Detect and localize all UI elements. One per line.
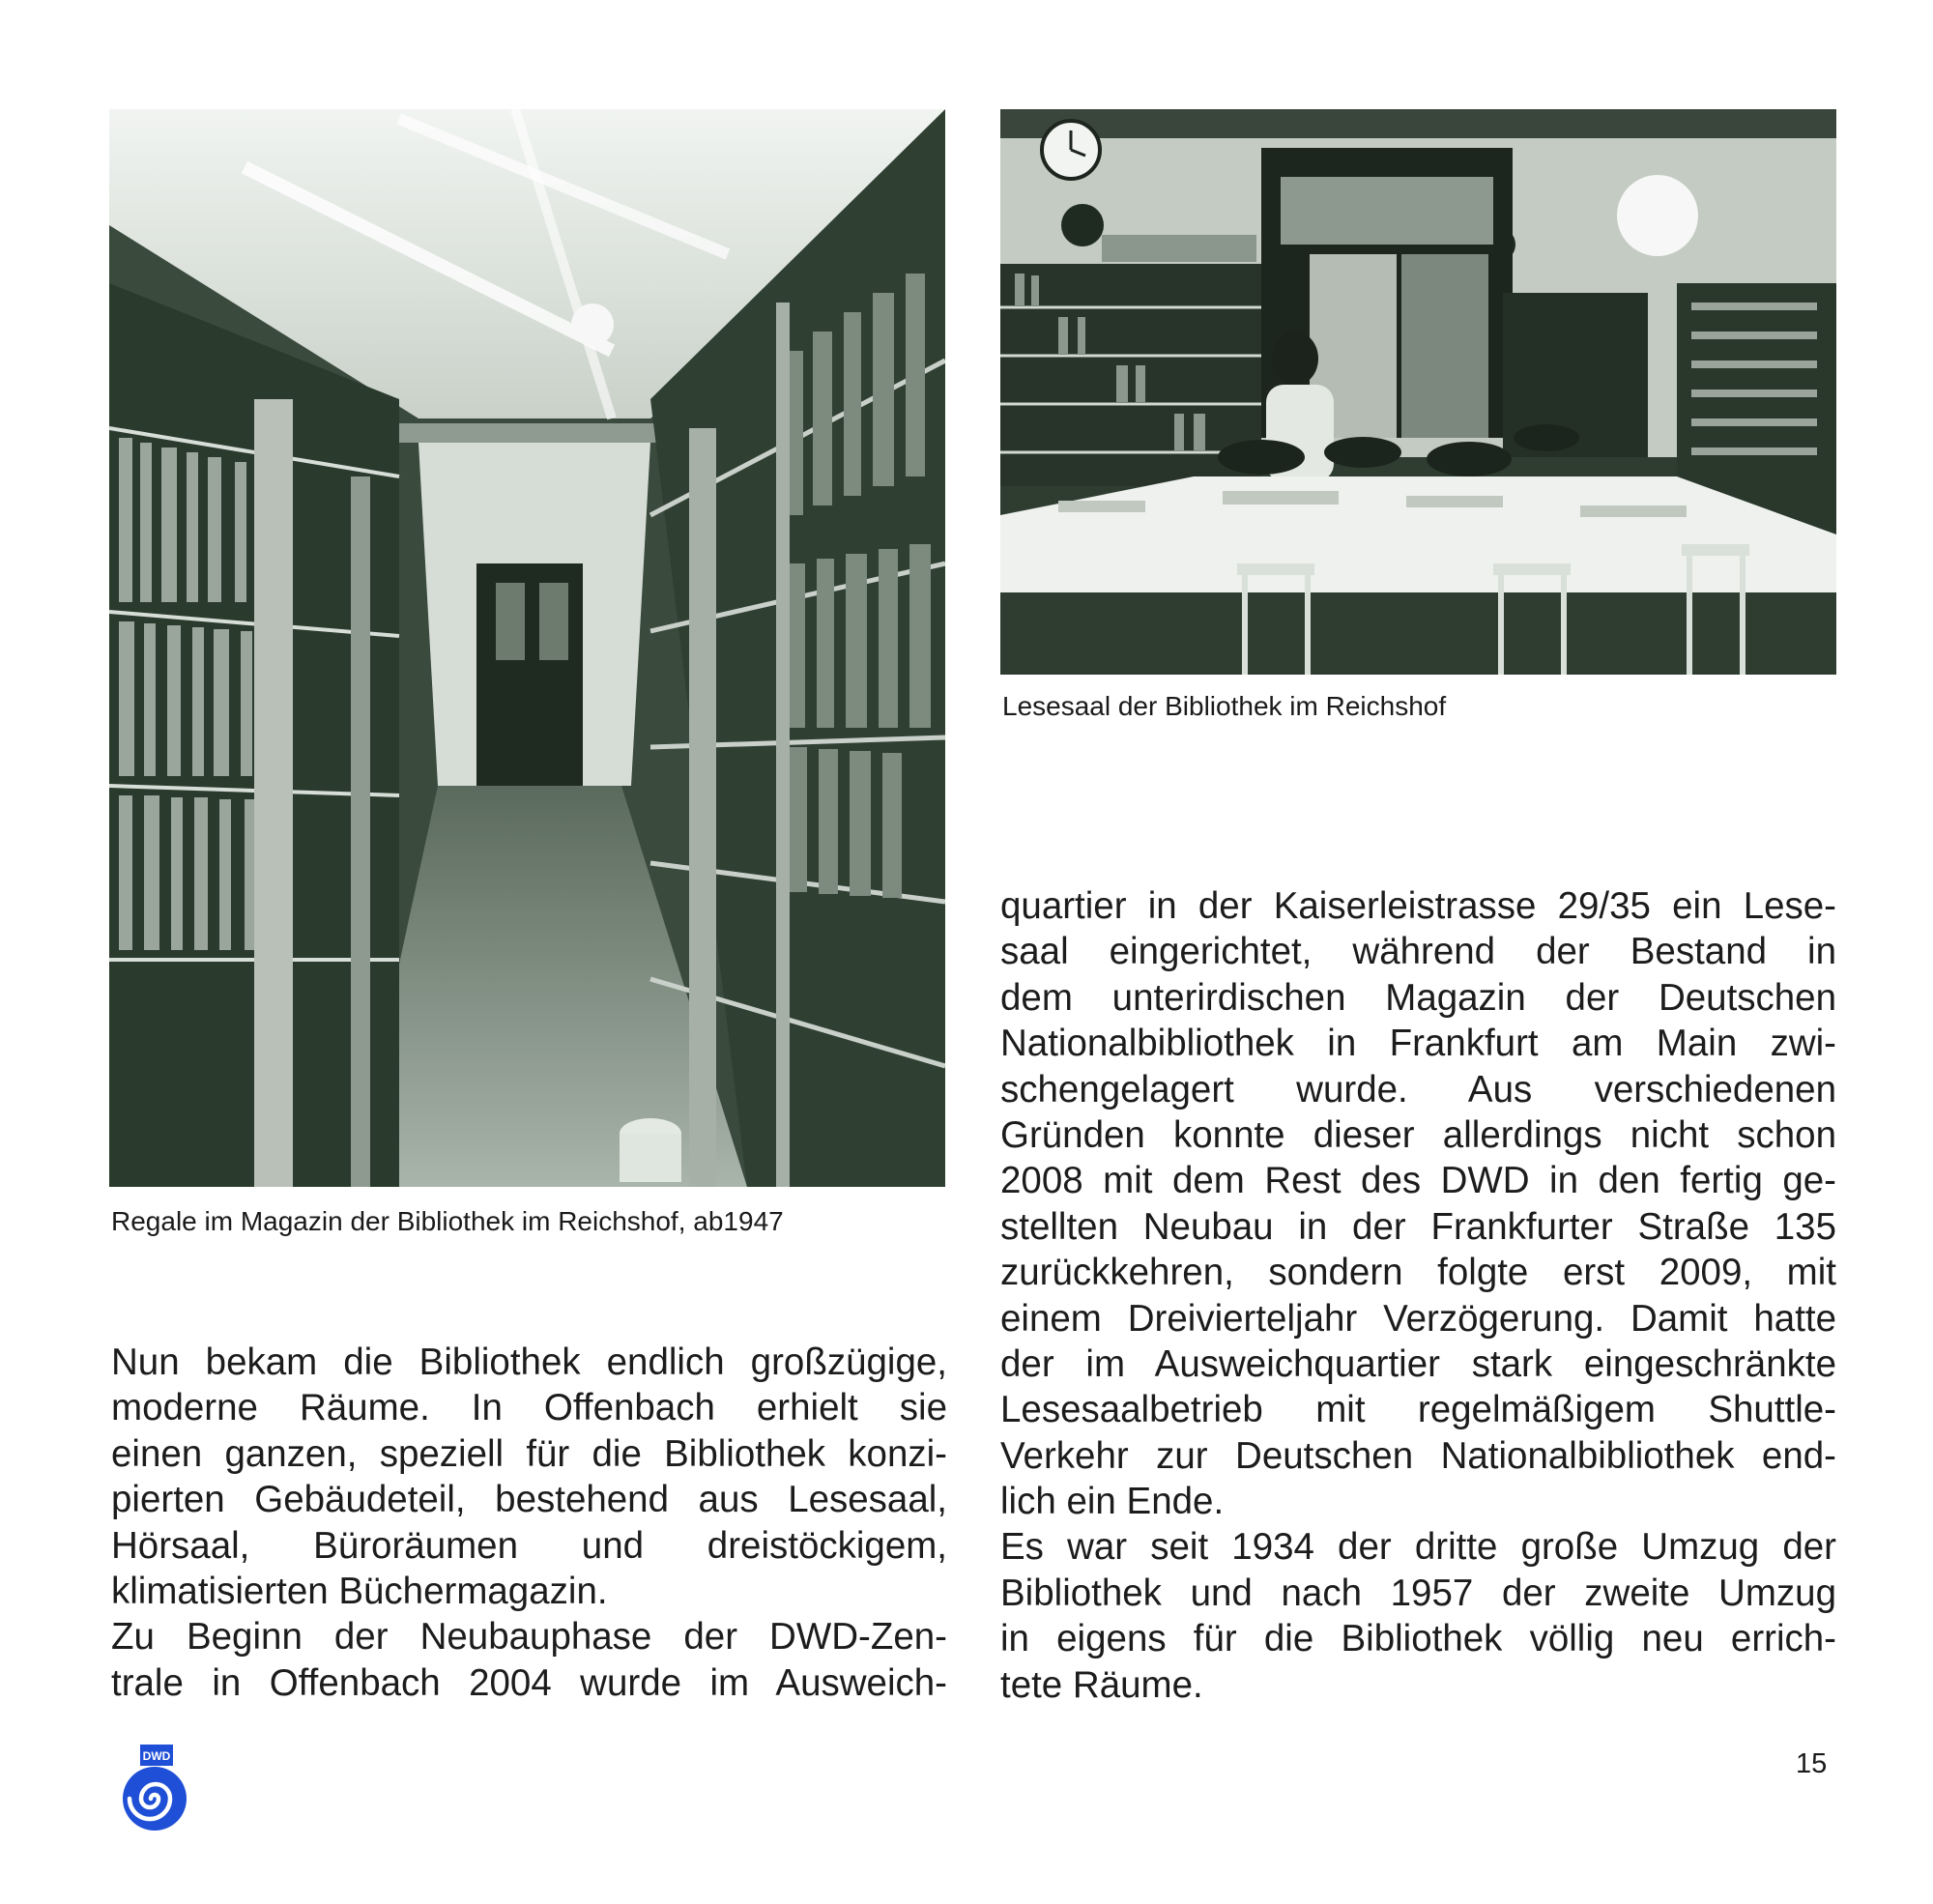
text-line: klimatisierten Büchermagazin.: [111, 1570, 608, 1612]
text-line: saal eingerichtet, während der Bestand in: [1000, 931, 1836, 973]
text-line: einen ganzen, speziell für die Bibliothek konzi-: [111, 1432, 947, 1475]
body-text-left-column: [111, 1340, 947, 1706]
text-line: Bibliothek und nach 1957 der zweite Umzug: [1000, 1572, 1836, 1614]
text-line: quartier in der Kaiserleistrasse 29/35 ein Lese-: [1000, 885, 1836, 927]
text-line: pierten Gebäudeteil, bestehend aus Lesesaal,: [111, 1479, 947, 1521]
text-line: schengelagert wurde. Aus verschiedenen: [1000, 1068, 1836, 1111]
text-line: Nationalbibliothek in Frankfurt am Main zwi-: [1000, 1023, 1836, 1065]
text-line: einem Dreivierteljahr Verzögerung. Damit hatte: [1000, 1297, 1836, 1340]
text-line: stellten Neubau in der Frankfurter Straße 135: [1000, 1205, 1836, 1248]
text-line: lich ein Ende.: [1000, 1481, 1225, 1523]
library-stacks-illustration: [109, 109, 945, 1187]
text-line: tete Räume.: [1000, 1663, 1203, 1706]
text-line: Nun bekam die Bibliothek endlich großzügige,: [111, 1341, 947, 1383]
text-line: Lesesaalbetrieb mit regelmäßigem Shuttle-: [1000, 1389, 1836, 1431]
text-line: 2008 mit dem Rest des DWD in den fertig ge-: [1000, 1160, 1836, 1202]
text-line: Verkehr zur Deutschen Nationalbibliothek end-: [1000, 1434, 1836, 1477]
reading-room-illustration: [1000, 109, 1836, 675]
text-line: der im Ausweichquartier stark eingeschränkte: [1000, 1342, 1836, 1385]
text-line: in eigens für die Bibliothek völlig neu errich-: [1000, 1618, 1836, 1660]
body-text-right-column: [1000, 883, 1836, 1708]
text-line: dem unterirdischen Magazin der Deutschen: [1000, 976, 1836, 1019]
text-line: Es war seit 1934 der dritte große Umzug der: [1000, 1526, 1836, 1569]
photo-caption-right: Lesesaal der Bibliothek im Reichshof: [1002, 691, 1447, 721]
text-line: Hörsaal, Büroräumen und dreistöckigem,: [111, 1524, 947, 1567]
library-stacks-photo: [109, 109, 945, 1187]
reading-room-photo: [1000, 109, 1836, 675]
dwd-logo-icon: [111, 1745, 193, 1832]
page-number: 15: [1796, 1748, 1828, 1779]
text-line: Zu Beginn der Neubauphase der DWD-Zen-: [111, 1616, 947, 1659]
photo-caption-left: Regale im Magazin der Bibliothek im Reichshof, ab1947: [111, 1206, 784, 1236]
text-line: zurückkehren, sondern folgte erst 2009, mit: [1000, 1252, 1836, 1294]
dwd-logo: [111, 1745, 193, 1832]
logo-lettering: DWD: [142, 1749, 171, 1763]
text-line: Gründen konnte dieser allerdings nicht schon: [1000, 1113, 1836, 1156]
text-line: trale in Offenbach 2004 wurde im Ausweich-: [111, 1661, 947, 1704]
text-line: moderne Räume. In Offenbach erhielt sie: [111, 1387, 947, 1429]
